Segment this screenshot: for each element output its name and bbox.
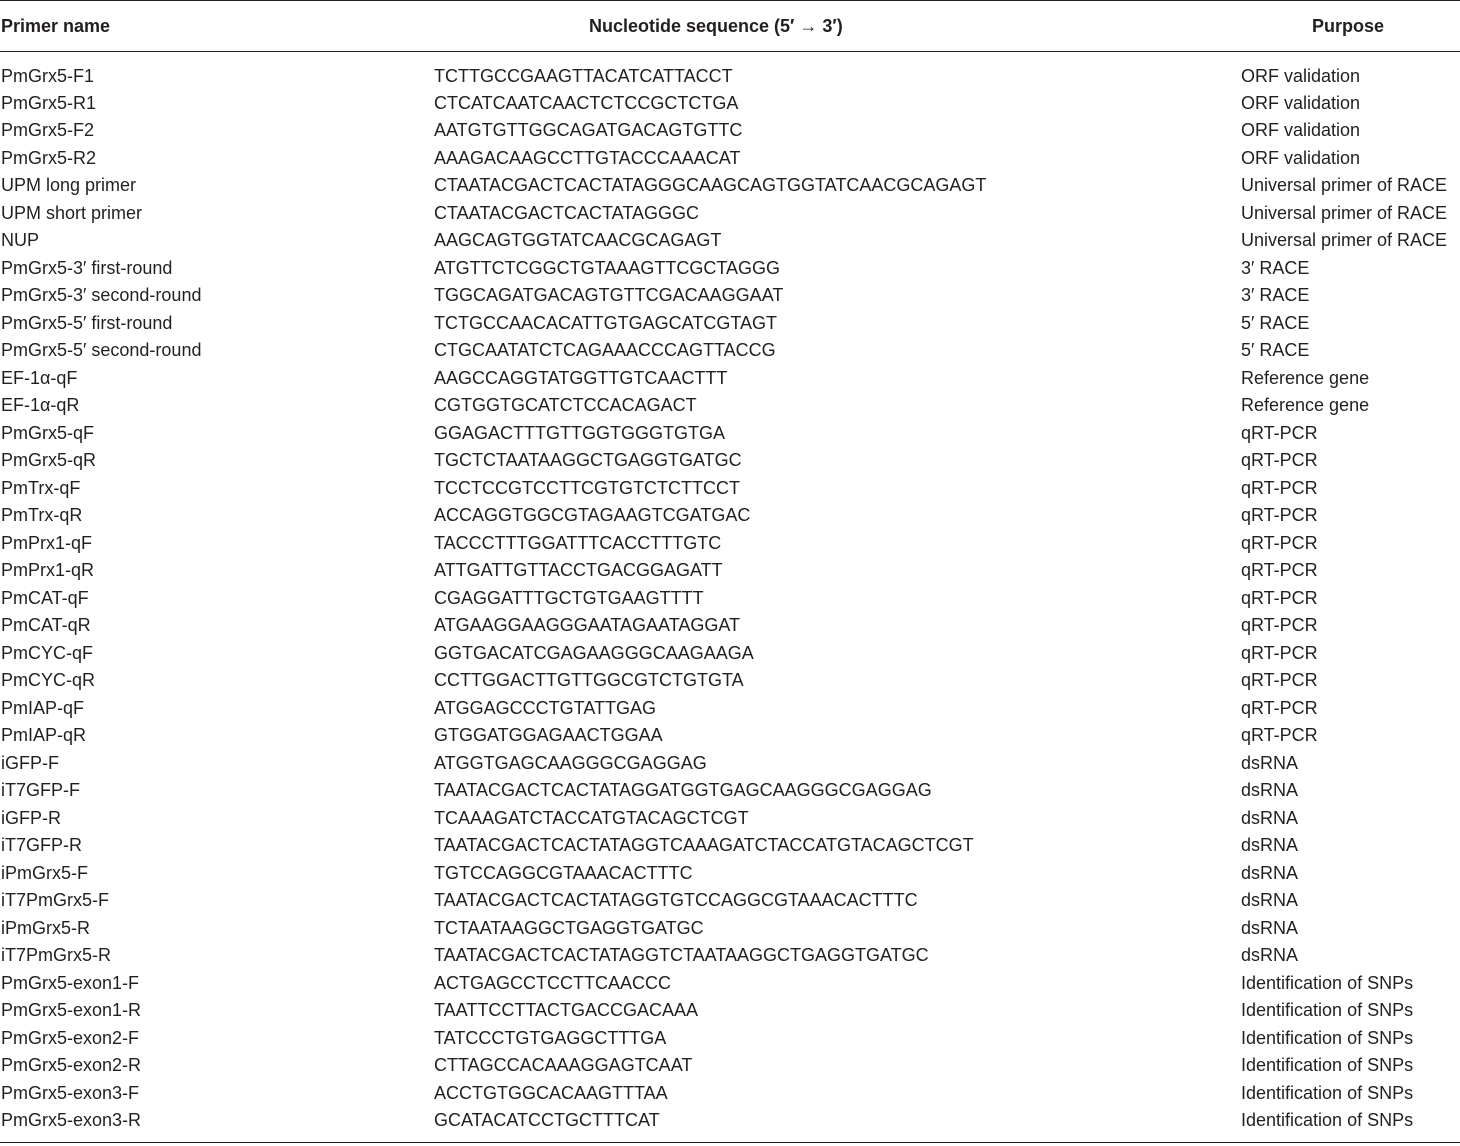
table-row: [0, 364, 1460, 392]
purpose-cell: Reference gene: [1241, 395, 1370, 416]
purpose-cell: Identification of SNPs: [1241, 972, 1414, 993]
primer-name-cell: PmCYC-qF: [1, 642, 94, 663]
purpose-cell: qRT-PCR: [1241, 670, 1318, 691]
primer-name-cell: PmGrx5-R2: [1, 147, 97, 168]
sequence-cell: ATGTTCTCGGCTGTAAAGTTCGCTAGGG: [434, 257, 780, 278]
primer-name-cell: PmGrx5-qF: [1, 422, 95, 443]
primer-name-cell: iGFP-F: [1, 752, 59, 773]
sequence-cell: ATTGATTGTTACCTGACGGAGATT: [434, 560, 723, 581]
sequence-cell: CGAGGATTTGCTGTGAAGTTTT: [434, 587, 704, 608]
table-row: [0, 722, 1460, 750]
sequence-cell: ATGGTGAGCAAGGGCGAGGAG: [434, 752, 707, 773]
purpose-cell: ORF validation: [1241, 65, 1361, 86]
table-body: [0, 52, 1460, 1143]
primer-name-cell: EF-1α-qR: [1, 395, 80, 416]
table-row: [0, 172, 1460, 200]
table-row: [0, 529, 1460, 557]
sequence-cell: CTAATACGACTCACTATAGGGC: [434, 202, 699, 223]
purpose-cell: Identification of SNPs: [1241, 1082, 1414, 1103]
table-row: [0, 1079, 1460, 1107]
purpose-cell: ORF validation: [1241, 147, 1361, 168]
primer-name-cell: PmGrx5-qR: [1, 450, 97, 471]
table-row: [0, 804, 1460, 832]
primer-name-cell: PmGrx5-exon3-R: [1, 1110, 142, 1130]
primer-name-cell: iPmGrx5-F: [1, 862, 88, 883]
primer-name-cell: PmCAT-qR: [1, 615, 91, 636]
purpose-cell: qRT-PCR: [1241, 587, 1318, 608]
table-row: [0, 1024, 1460, 1052]
purpose-cell: dsRNA: [1241, 780, 1299, 801]
sequence-cell: TCTAATAAGGCTGAGGTGATGC: [434, 917, 704, 938]
purpose-cell: 5′ RACE: [1241, 340, 1310, 361]
primer-name-cell: PmGrx5-exon3-F: [1, 1082, 140, 1103]
purpose-cell: Reference gene: [1241, 367, 1370, 388]
header-row: [0, 1, 1460, 52]
table-row: [0, 227, 1460, 255]
primer-name-cell: NUP: [1, 230, 40, 251]
purpose-cell: qRT-PCR: [1241, 615, 1318, 636]
purpose-cell: Identification of SNPs: [1241, 1027, 1414, 1048]
sequence-cell: GTGGATGGAGAACTGGAA: [434, 725, 663, 746]
purpose-cell: 3′ RACE: [1241, 257, 1310, 278]
purpose-cell: ORF validation: [1241, 92, 1361, 113]
sequence-cell: CCTTGGACTTGTTGGCGTCTGTGTA: [434, 670, 744, 691]
sequence-cell: AAGCCAGGTATGGTTGTCAACTTT: [434, 367, 728, 388]
purpose-cell: dsRNA: [1241, 862, 1299, 883]
purpose-cell: Universal primer of RACE: [1241, 175, 1448, 196]
sequence-cell: GCATACATCCTGCTTTCAT: [434, 1110, 660, 1130]
sequence-cell: TATCCCTGTGAGGCTTTGA: [434, 1027, 667, 1048]
sequence-cell: TCAAAGATCTACCATGTACAGCTCGT: [434, 807, 749, 828]
primer-name-cell: PmCYC-qR: [1, 670, 96, 691]
primer-name-cell: PmCAT-qF: [1, 587, 89, 608]
purpose-cell: qRT-PCR: [1241, 697, 1318, 718]
primer-name-cell: PmPrx1-qF: [1, 532, 93, 553]
sequence-cell: CTCATCAATCAACTCTCCGCTCTGA: [434, 92, 739, 113]
sequence-cell: TGGCAGATGACAGTGTTCGACAAGGAAT: [434, 285, 784, 306]
primer-name-cell: PmPrx1-qR: [1, 560, 95, 581]
primer-name-cell: PmIAP-qF: [1, 697, 85, 718]
purpose-cell: dsRNA: [1241, 835, 1299, 856]
primer-name-cell: iT7PmGrx5-R: [1, 945, 112, 966]
primer-name-cell: PmGrx5-exon2-R: [1, 1055, 142, 1076]
table-row: [0, 419, 1460, 447]
table-row: [0, 997, 1460, 1025]
purpose-cell: qRT-PCR: [1241, 725, 1318, 746]
purpose-cell: Universal primer of RACE: [1241, 230, 1448, 251]
table-row: [0, 144, 1460, 172]
sequence-cell: TAATACGACTCACTATAGGATGGTGAGCAAGGGCGAGGAG: [434, 780, 932, 801]
primer-name-cell: PmGrx5-exon1-F: [1, 972, 140, 993]
sequence-cell: TAATACGACTCACTATAGGTCTAATAAGGCTGAGGTGATGC: [434, 945, 929, 966]
table-row: [0, 282, 1460, 310]
table-row: [0, 694, 1460, 722]
primer-name-cell: PmGrx5-3′ second-round: [1, 285, 202, 306]
sequence-cell: TCTGCCAACACATTGTGAGCATCGTAGT: [434, 312, 777, 333]
purpose-cell: qRT-PCR: [1241, 477, 1318, 498]
primer-name-cell: EF-1α-qF: [1, 367, 78, 388]
primer-name-cell: iGFP-R: [1, 807, 61, 828]
table-row: [0, 969, 1460, 997]
table-row: [0, 749, 1460, 777]
sequence-cell: TAATACGACTCACTATAGGTCAAAGATCTACCATGTACAGCTCGT: [434, 835, 974, 856]
purpose-cell: Identification of SNPs: [1241, 1055, 1414, 1076]
table-row: [0, 777, 1460, 805]
sequence-cell: CTAATACGACTCACTATAGGGCAAGCAGTGGTATCAACGCAGAGT: [434, 175, 987, 196]
sequence-cell: ACTGAGCCTCCTTCAACCC: [434, 972, 671, 993]
purpose-cell: qRT-PCR: [1241, 560, 1318, 581]
sequence-cell: TAATTCCTTACTGACCGACAAA: [434, 1000, 699, 1021]
sequence-cell: TGTCCAGGCGTAAACACTTTC: [434, 862, 693, 883]
primer-name-cell: iT7GFP-F: [1, 780, 80, 801]
purpose-cell: dsRNA: [1241, 945, 1299, 966]
purpose-cell: Universal primer of RACE: [1241, 202, 1448, 223]
table-row: [0, 117, 1460, 145]
sequence-cell: AAAGACAAGCCTTGTACCCAAACAT: [434, 147, 741, 168]
sequence-cell: TACCCTTTGGATTTCACCTTTGTC: [434, 532, 722, 553]
table-row: [0, 942, 1460, 970]
table-row: [0, 887, 1460, 915]
primer-name-cell: iPmGrx5-R: [1, 917, 90, 938]
table-row: [0, 447, 1460, 475]
table-row: [0, 199, 1460, 227]
primer-name-cell: PmGrx5-R1: [1, 92, 97, 113]
header-primer-name: Primer name: [1, 16, 111, 36]
sequence-cell: TAATACGACTCACTATAGGTGTCCAGGCGTAAACACTTTC: [434, 890, 918, 911]
table-row: [0, 474, 1460, 502]
table-row: [0, 52, 1460, 90]
sequence-cell: TCTTGCCGAAGTTACATCATTACCT: [434, 65, 733, 86]
purpose-cell: qRT-PCR: [1241, 532, 1318, 553]
sequence-cell: TCCTCCGTCCTTCGTGTCTCTTCCT: [434, 477, 740, 498]
table-row: [0, 557, 1460, 585]
sequence-cell: GGAGACTTTGTTGGTGGGTGTGA: [434, 422, 725, 443]
sequence-cell: CGTGGTGCATCTCCACAGACT: [434, 395, 697, 416]
primer-name-cell: PmGrx5-F2: [1, 120, 95, 141]
primer-name-cell: PmGrx5-3′ first-round: [1, 257, 173, 278]
purpose-cell: qRT-PCR: [1241, 505, 1318, 526]
table-row: [0, 639, 1460, 667]
primer-name-cell: PmIAP-qR: [1, 725, 87, 746]
sequence-cell: AAGCAGTGGTATCAACGCAGAGT: [434, 230, 722, 251]
sequence-cell: ATGGAGCCCTGTATTGAG: [434, 697, 656, 718]
primer-name-cell: iT7GFP-R: [1, 835, 82, 856]
table-row: [0, 832, 1460, 860]
table-row: [0, 1107, 1460, 1143]
primer-name-cell: UPM long primer: [1, 175, 137, 196]
table-row: [0, 914, 1460, 942]
primer-name-cell: PmTrx-qR: [1, 505, 83, 526]
purpose-cell: ORF validation: [1241, 120, 1361, 141]
purpose-cell: dsRNA: [1241, 752, 1299, 773]
table-row: [0, 859, 1460, 887]
purpose-cell: dsRNA: [1241, 890, 1299, 911]
sequence-cell: CTGCAATATCTCAGAAACCCAGTTACCG: [434, 340, 776, 361]
table-row: [0, 392, 1460, 420]
sequence-cell: TGCTCTAATAAGGCTGAGGTGATGC: [434, 450, 742, 471]
purpose-cell: dsRNA: [1241, 807, 1299, 828]
header-sequence: Nucleotide sequence (5′ → 3′): [589, 16, 843, 36]
purpose-cell: 5′ RACE: [1241, 312, 1310, 333]
sequence-cell: GGTGACATCGAGAAGGGCAAGAAGA: [434, 642, 754, 663]
primer-name-cell: PmGrx5-5′ second-round: [1, 340, 202, 361]
header-purpose: Purpose: [1312, 16, 1385, 36]
sequence-cell: CTTAGCCACAAAGGAGTCAAT: [434, 1055, 693, 1076]
purpose-cell: Identification of SNPs: [1241, 1000, 1414, 1021]
sequence-cell: ACCTGTGGCACAAGTTTAA: [434, 1082, 668, 1103]
table-row: [0, 502, 1460, 530]
table-row: [0, 667, 1460, 695]
sequence-cell: AATGTGTTGGCAGATGACAGTGTTC: [434, 120, 743, 141]
table-row: [0, 254, 1460, 282]
primer-name-cell: PmGrx5-5′ first-round: [1, 312, 173, 333]
purpose-cell: Identification of SNPs: [1241, 1110, 1414, 1130]
table-header: [0, 1, 1460, 52]
table-row: [0, 89, 1460, 117]
purpose-cell: qRT-PCR: [1241, 422, 1318, 443]
table-row: [0, 584, 1460, 612]
table-row: [0, 1052, 1460, 1080]
purpose-cell: dsRNA: [1241, 917, 1299, 938]
sequence-cell: ACCAGGTGGCGTAGAAGTCGATGAC: [434, 505, 751, 526]
sequence-cell: ATGAAGGAAGGGAATAGAATAGGAT: [434, 615, 741, 636]
table-row: [0, 337, 1460, 365]
primer-name-cell: PmGrx5-exon2-F: [1, 1027, 140, 1048]
primer-name-cell: UPM short primer: [1, 202, 143, 223]
primer-name-cell: iT7PmGrx5-F: [1, 890, 109, 911]
primer-name-cell: PmTrx-qF: [1, 477, 81, 498]
purpose-cell: qRT-PCR: [1241, 642, 1318, 663]
primer-name-cell: PmGrx5-exon1-R: [1, 1000, 142, 1021]
purpose-cell: 3′ RACE: [1241, 285, 1310, 306]
table-row: [0, 612, 1460, 640]
primer-name-cell: PmGrx5-F1: [1, 65, 95, 86]
purpose-cell: qRT-PCR: [1241, 450, 1318, 471]
table-row: [0, 309, 1460, 337]
